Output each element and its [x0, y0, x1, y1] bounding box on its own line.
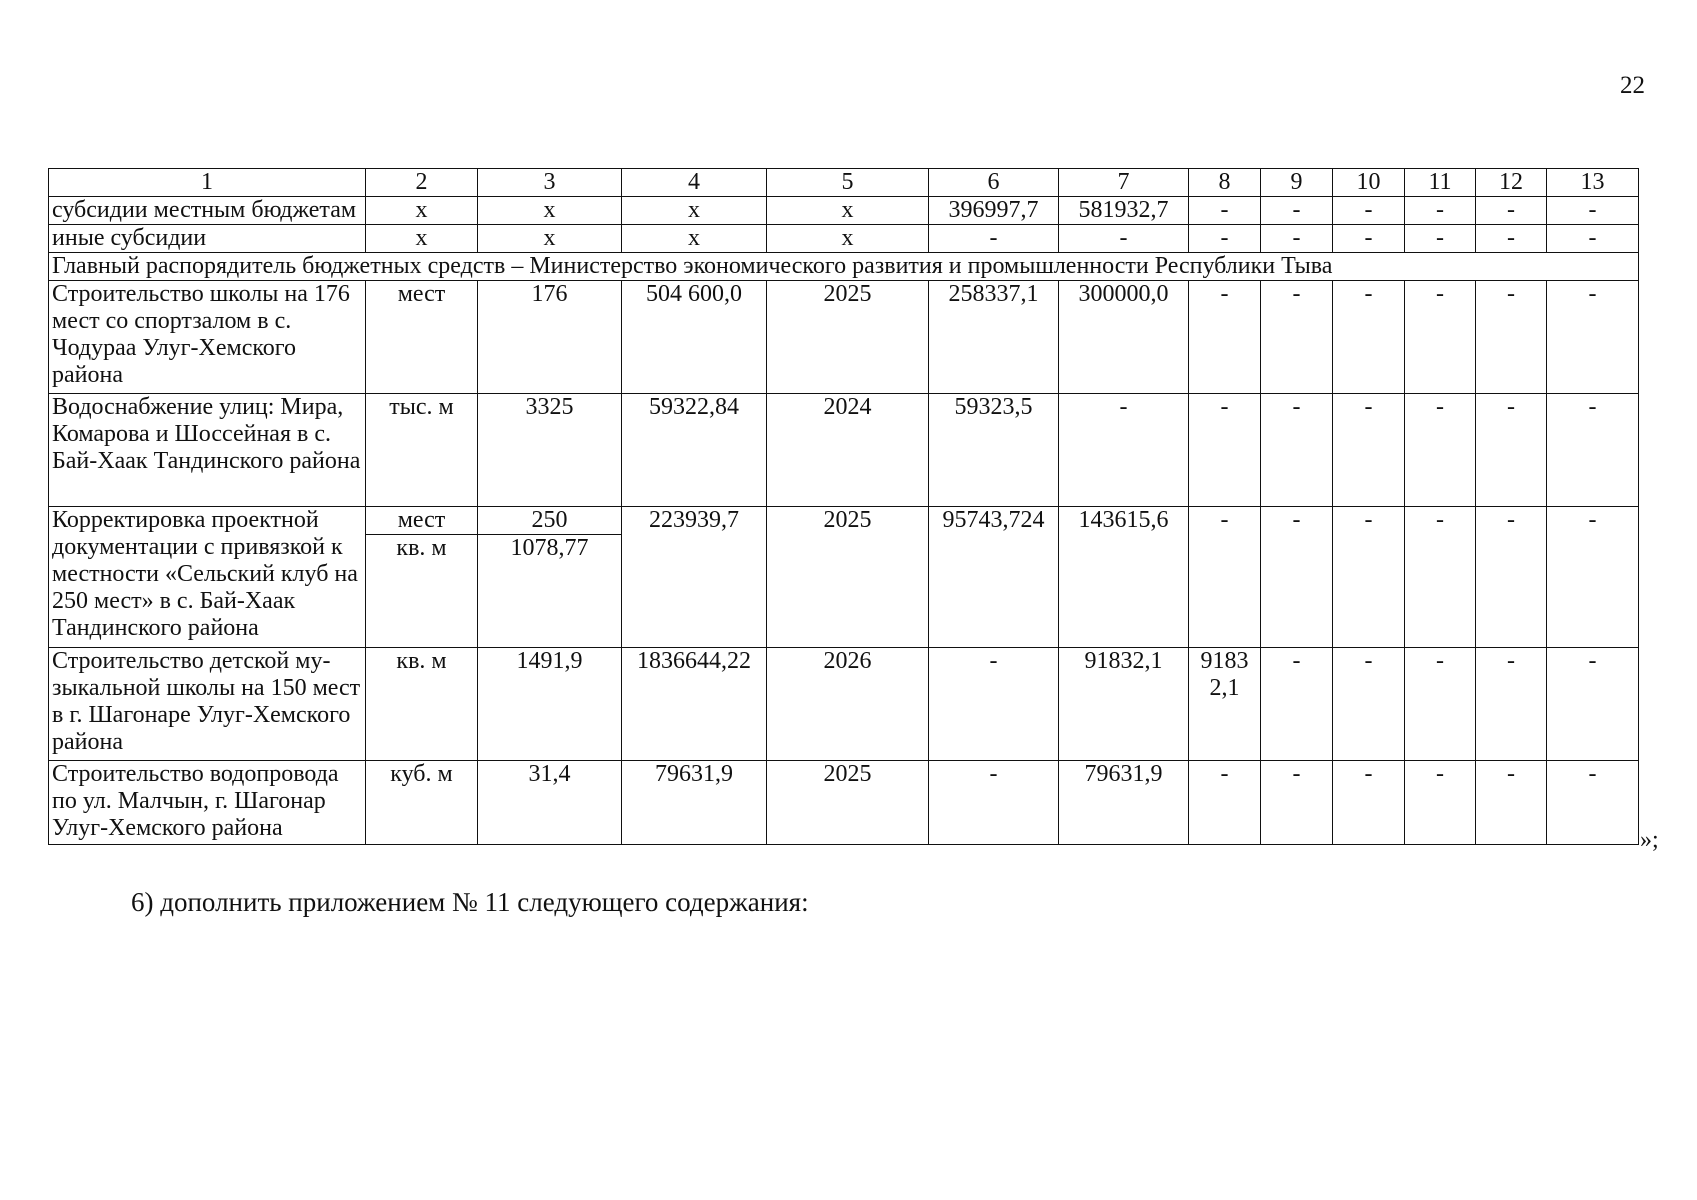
table-cell: - — [1333, 648, 1405, 761]
paragraph-text: 6) дополнить приложением № 11 следующего содержания: — [131, 887, 809, 917]
table-cell: - — [1261, 761, 1333, 845]
table-cell: - — [1333, 197, 1405, 225]
table-cell: 143615,6 — [1059, 507, 1189, 648]
row-label: субсидии местным бюджетам — [49, 197, 366, 225]
table-cell: - — [1547, 281, 1639, 394]
table-cell: 1491,9 — [478, 648, 622, 761]
header-cell: 8 — [1189, 169, 1261, 197]
table-cell: - — [1261, 507, 1333, 648]
header-cell: 12 — [1476, 169, 1547, 197]
budget-table — [48, 168, 1639, 845]
table-cell: кв. м — [366, 648, 478, 761]
table-cell: 2025 — [767, 507, 929, 648]
table-cell: - — [1476, 761, 1547, 845]
table-row — [49, 761, 1639, 845]
table-cell: - — [1476, 648, 1547, 761]
table-cell: - — [1547, 225, 1639, 253]
page-number: 22 — [1620, 72, 1645, 99]
table-cell: - — [929, 225, 1059, 253]
table-row — [49, 281, 1639, 394]
section-row — [49, 253, 1639, 281]
table-cell: 59323,5 — [929, 394, 1059, 507]
table-cell: 1836644,22 — [622, 648, 767, 761]
row-label: Корректировка проектной документации с привязкой к местности «Сельский клуб на 250 мест» в с. Бай-Хаак Тандинского района — [49, 507, 366, 648]
table-cell: х — [622, 225, 767, 253]
table-cell: - — [1059, 225, 1189, 253]
table-cell: - — [1547, 761, 1639, 845]
table-cell: х — [366, 225, 478, 253]
table-cell: - — [1333, 761, 1405, 845]
table-cell: - — [1405, 507, 1476, 648]
table-cell: х — [478, 225, 622, 253]
table-cell: тыс. м — [366, 394, 478, 507]
table-cell: - — [1059, 394, 1189, 507]
row-label: Водоснабжение улиц: Мира, Комарова и Шоссейная в с. Бай-Хаак Тандинского района — [49, 394, 366, 507]
table-cell: - — [1405, 761, 1476, 845]
table-cell: мест — [366, 281, 478, 394]
table-cell: - — [1405, 648, 1476, 761]
table-row — [49, 197, 1639, 225]
table-cell: - — [1333, 225, 1405, 253]
header-cell: 7 — [1059, 169, 1189, 197]
table-cell: х — [622, 197, 767, 225]
table-cell: х — [478, 197, 622, 225]
table-cell: 2025 — [767, 281, 929, 394]
table-cell: 3325 — [478, 394, 622, 507]
table-cell: 2026 — [767, 648, 929, 761]
table-cell: 581932,7 — [1059, 197, 1189, 225]
header-cell: 9 — [1261, 169, 1333, 197]
row-label: Строительство водопровода по ул. Малчын, г. Шагонар Улуг-Хемского района — [49, 761, 366, 845]
header-cell: 5 — [767, 169, 929, 197]
table-cell: - — [1333, 507, 1405, 648]
table-cell: 79631,9 — [622, 761, 767, 845]
table-cell: 504 600,0 — [622, 281, 767, 394]
table-cell: 59322,84 — [622, 394, 767, 507]
table-cell: 396997,7 — [929, 197, 1059, 225]
header-cell: 4 — [622, 169, 767, 197]
table-cell: кв. м — [366, 535, 478, 648]
table-cell: - — [1261, 197, 1333, 225]
header-cell: 3 — [478, 169, 622, 197]
table-cell: - — [1547, 648, 1639, 761]
table-cell: - — [1405, 281, 1476, 394]
table-cell: 91832,1 — [1059, 648, 1189, 761]
table-row — [49, 225, 1639, 253]
table-cell: 91832,1 — [1189, 648, 1261, 761]
table-cell: х — [366, 197, 478, 225]
table-cell: - — [1261, 394, 1333, 507]
row-label: Строительство школы на 176 мест со спортзалом в с. Чодураа Улуг-Хемского района — [49, 281, 366, 394]
section-title: Главный распорядитель бюджетных средств – Министерство экономического развития и промышленности Республики Тыва — [49, 253, 1639, 281]
table-cell: куб. м — [366, 761, 478, 845]
header-cell: 11 — [1405, 169, 1476, 197]
table-cell: - — [1476, 225, 1547, 253]
table-cell: - — [1547, 197, 1639, 225]
table-cell: - — [1189, 225, 1261, 253]
table-cell: - — [1189, 394, 1261, 507]
table-cell: 31,4 — [478, 761, 622, 845]
table-cell: - — [1405, 394, 1476, 507]
table-cell: х — [767, 197, 929, 225]
table-cell: 176 — [478, 281, 622, 394]
closing-quote: »; — [1640, 827, 1659, 853]
table-cell: 95743,724 — [929, 507, 1059, 648]
table-cell: - — [1547, 394, 1639, 507]
table-cell: 79631,9 — [1059, 761, 1189, 845]
table-cell: 250 — [478, 507, 622, 535]
table-cell: мест — [366, 507, 478, 535]
table-cell: - — [1261, 281, 1333, 394]
table-cell: 300000,0 — [1059, 281, 1189, 394]
row-label: Строительство детской му-зыкальной школы на 150 мест в г. Шагонаре Улуг-Хемского района — [49, 648, 366, 761]
header-cell: 13 — [1547, 169, 1639, 197]
table-cell: - — [929, 648, 1059, 761]
table-header-row — [49, 169, 1639, 197]
table-cell: - — [1476, 507, 1547, 648]
header-cell: 10 — [1333, 169, 1405, 197]
table-cell: 223939,7 — [622, 507, 767, 648]
table-cell: - — [1261, 648, 1333, 761]
table-cell: - — [1261, 225, 1333, 253]
table-cell: - — [1189, 281, 1261, 394]
table-row — [49, 394, 1639, 507]
table-cell: - — [1333, 394, 1405, 507]
table-cell: х — [767, 225, 929, 253]
table-cell: - — [1189, 197, 1261, 225]
table-cell: - — [1189, 507, 1261, 648]
table-row — [49, 507, 1639, 535]
header-cell: 1 — [49, 169, 366, 197]
table-cell: - — [1405, 197, 1476, 225]
table-cell: - — [1476, 281, 1547, 394]
table-row — [49, 648, 1639, 761]
table-cell: 1078,77 — [478, 535, 622, 648]
header-cell: 2 — [366, 169, 478, 197]
table-cell: - — [1476, 394, 1547, 507]
row-label: иные субсидии — [49, 225, 366, 253]
table-cell: - — [1405, 225, 1476, 253]
header-cell: 6 — [929, 169, 1059, 197]
table-cell: 2025 — [767, 761, 929, 845]
table-cell: - — [1189, 761, 1261, 845]
table-cell: 258337,1 — [929, 281, 1059, 394]
table-cell: - — [1333, 281, 1405, 394]
table-cell: - — [929, 761, 1059, 845]
table-cell: - — [1547, 507, 1639, 648]
table-cell: 2024 — [767, 394, 929, 507]
table-cell: - — [1476, 197, 1547, 225]
